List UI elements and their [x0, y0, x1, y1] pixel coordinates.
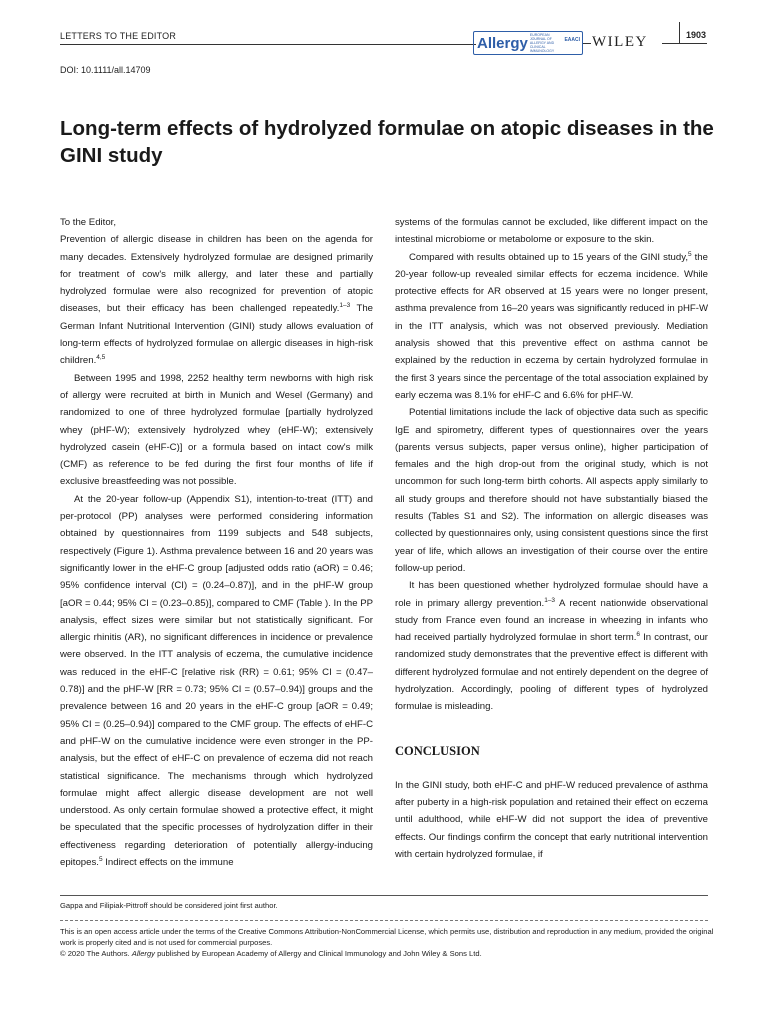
author-footnote: Gappa and Filipiak-Pittroff should be considered joint first author. — [60, 901, 278, 910]
page-number: 1903 — [686, 30, 707, 40]
citation-ref[interactable]: 6 — [636, 630, 641, 638]
paragraph: It has been questioned whether hydrolyzed formulae should have a role in primary allergy prevention.$^{1-3}$ A recent nationwide observational study from France even found an increase in wheezing in infants who had received partially hydrolyzed formulae in short term.$^6$ In contrast, our randomized study demonstrates that the preventive effect is different with different hydrolyzed formulae and not entirely dependent on the degree of hydrolyzation. Accordingly, pooling of different types of hydrolyzed formulae is misleading. — [395, 580, 708, 713]
body-column-right — [395, 214, 708, 863]
paragraph: Between 1995 and 1998, 2252 healthy term newborns with high risk of allergy were recruited at birth in Munich and Wesel (Germany) and randomized to one of three hydrolyzed formulae [partially hydrolyzed whey (pHF-W); extensively hydrolyzed whey (eHF-W); extensively hydrolyzed casein (eHF-C)] or a formula based on intact cow's milk (CMF) as reference to be fed during the first four months of life if exclusive breastfeeding was not possible. — [60, 372, 373, 488]
citation-ref[interactable]: 1–3 — [339, 302, 351, 310]
license-text: This is an open access article under the terms of the Creative Commons Attribution-NonCommercial License, which permits use, distribution and reproduction in any medium, provided the original work is properly cited and is not used for commercial purposes. — [60, 927, 714, 947]
publisher-rule-left — [583, 43, 591, 44]
publisher-rule-right — [662, 43, 707, 44]
paragraph: systems of the formulas cannot be excluded, like different impact on the intestinal microbiome or metabolome or exposure to the skin. — [395, 217, 708, 246]
doi-link[interactable]: DOI: 10.1111/all.14709 — [60, 65, 151, 75]
license-notice — [60, 926, 720, 959]
paragraph: Potential limitations include the lack of objective data such as specific IgE and spirometry, different types of questionnaires over the years (parents versus subjects, paper versus online), higher participation of females and the high drop-out from the original study, which is not uncommon for such long-term birth cohorts. All aspects apply similarly to all study groups and therefore should not have substantially biased the results (Tables S1 and S2). The information on allergic diseases was collected by questionnaires only, using consistent questions since the first year of life, which allows an investigation of their course over the entire follow-up period. — [395, 407, 708, 574]
citation-ref[interactable]: 1–3 — [544, 596, 556, 604]
article-title: Long-term effects of hydrolyzed formulae on atopic diseases in the GINI study — [60, 117, 714, 167]
paragraph: Prevention of allergic disease in children has been on the agenda for many decades. Extensively hydrolyzed formulae are designed primarily for treatment of cow's milk allergy, and later these and partially hydrolyzed formulae were also recognized for prevention of atopic diseases, but their efficacy has been challenged repeatedly.$^{1-3}$ The German Infant Nutritional Intervention (GINI) study allows evaluation of long-term effects of hydrolyzed formulae on allergic diseases in high-risk children.$^{4,5}$ — [60, 234, 374, 367]
header-rule — [60, 44, 476, 45]
body-column-left — [60, 214, 373, 871]
salutation: To the Editor, — [60, 217, 116, 228]
copyright-line: © 2020 The Authors. Allergy published by European Academy of Allergy and Clinical Immunology and John Wiley & Sons Ltd. — [60, 949, 482, 958]
logo-wordmark: Allergy — [477, 34, 528, 52]
allergy-journal-logo — [473, 31, 583, 55]
citation-ref[interactable]: 5 — [687, 250, 692, 258]
paragraph: At the 20-year follow-up (Appendix S1), intention-to-treat (ITT) and per-protocol (PP) analyses were performed considering information obtained by questionnaires from 1199 subjects and 548 subjects, respectively (Figure 1). Asthma prevalence between 16 and 20 years was significantly lower in the eHF-C group [adjusted odds ratio (aOR) = 0.46; 95% confidence interval (CI) = (0.24–0.87)], and in the pHF-W group [aOR = 0.44; 95% CI = (0.23–0.85)], compared to CMF (Table ). In the PP analysis, effect sizes were similar but not statistically significant. For allergic rhinitis (AR), no significant differences in incidence or prevalence were observed. In the ITT analysis of eczema, the cumulative incidence was reduced in the eHF-C [relative risk (RR) = 0.61; 95% CI = (0.47–0.78)] and the pHF-W [RR = 0.73; 95% CI = (0.57–0.94)] groups and the prevalence between 16 and 20 years in the eHF-C group [aOR = 0.49; 95% CI = (0.25–0.94)] compared to the CMF group. The effects of eHF-C and pHF-W on the cumulative incidence were even stronger in the PP-analysis, but the effect of eHF-C on prevalence of eczema did not reach statistical significance. The mechanisms through which hydrolyzed formulae might affect allergic disease development are not well understood. As only certain formulae showed a protective effect, it might be speculated that the specific processes of hydrolyzation differ in their effectiveness regarding deterioration of potentially allergy-inducing epitopes.$^5$ Indirect effects on the immune — [60, 493, 374, 868]
publisher-logo: WILEY — [592, 34, 648, 50]
journal-name: Allergy — [131, 949, 155, 958]
eaaci-badge: EAACI — [564, 37, 580, 43]
footnote-rule — [60, 895, 708, 896]
paragraph: Compared with results obtained up to 15 years of the GINI study,$^5$ the 20-year follow-up revealed similar effects for eczema incidence. While protective effects for AR observed at 15 years were no longer present, asthma prevalence from 16–20 years was significantly reduced in pHF-W in the ITT analysis, which was not observed previously. Mediation analysis showed that this preventive effect on asthma cannot be explained by the reduction in eczema by certain hydrolyzed formulae in the first 3 years since the percentage of the total association explained by early eczema was 8.1% for eHF-C and 6.6% for pHF-W. — [395, 250, 708, 401]
paragraph: In the GINI study, both eHF-C and pHF-W reduced prevalence of asthma after puberty in a high-risk population and retained their effect on eczema until adulthood, while eHF-W did not support the idea of preventive effects. Our findings confirm the concept that early nutritional intervention with certain hydrolyzed formulae, if — [395, 779, 708, 860]
logo-tagline: EUROPEAN JOURNAL OF ALLERGY AND CLINICAL IMMUNOLOGY — [529, 33, 555, 53]
citation-ref[interactable]: 5 — [98, 855, 103, 863]
citation-ref[interactable]: 4,5 — [96, 354, 106, 362]
license-rule — [60, 920, 708, 921]
running-header: LETTERS TO THE EDITOR — [60, 31, 177, 41]
page-number-divider — [679, 22, 680, 44]
section-heading-conclusion: CONCLUSION — [395, 743, 480, 758]
